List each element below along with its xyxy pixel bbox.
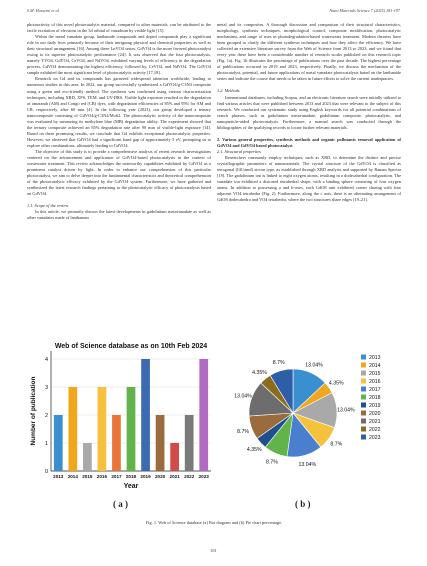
paragraph: The objective of this study is to provide a comprehensive analysis of recent research investigations centered on the advancement and application of GdVO4-based photocatalysts in the context of wastewater treatment. This review acknowledges the noteworthy capabilities exhibited by GdVO4 as a prominent catalyst driven by light. In order to enhance our comprehension of this particular photocatalyst, we aim to delve deeper into the fundamental characteristics and theoretical comprehension of the photocatalytic efficacy exhibited by the GdVO4 system. Furthermore, we have gathered and synthesized the latest research findings pertaining to the photocatalytic efficacy of photocatalysts based on GdVO4. — [27, 148, 211, 197]
pie-data-label: 8.7% — [237, 428, 249, 435]
x-tick-label: 2023 — [198, 474, 209, 479]
paragraph: International databases, including Scopus, and an electronic literature search were initially utilized to find various articles that were published between 2013 and 2023 that were relevant to the subject of this research. We conducted our systematic study using English keywords for all potential combinations of search phrases, such as gadolinium metavanadate, gadolinium composite, photocatalytic, and nanoparticle-aided photocatalysis. Furthermore, a manual search was conducted through the bibliographies of the qualifying records to locate further relevant materials. — [217, 94, 401, 130]
figure-label-a: ( a ) — [113, 499, 128, 509]
pie-data-label: 13.04% — [234, 393, 252, 400]
x-tick-label: 2018 — [125, 474, 137, 479]
page-number: 181 — [210, 548, 217, 553]
left-column — [27, 22, 211, 222]
x-axis-label: Year — [123, 483, 139, 490]
pie-data-label: 4.35% — [252, 369, 267, 376]
bar — [98, 387, 107, 471]
x-tick-label: 2019 — [140, 474, 151, 479]
legend-swatch — [361, 403, 366, 408]
bar — [170, 443, 179, 471]
section-heading-1-1: 1.1. Scope of the review — [27, 203, 69, 209]
bar — [127, 387, 136, 471]
bar — [54, 415, 63, 471]
paragraph: Researchers commonly employ techniques, such as XRD, to determine the distinct and precise crystallographic parameters of nanomaterials. The crystal structure of the GdVO4 is classified as tetragonal (I41/amd) zircon type, as established through XRD analysis and supported by Raman Spectra [19]. The gadolinium ion is linked to eight oxygen atoms, resulting in a dodecahedral configuration. The vanadate ion exhibited a distorted tetrahedral shape, with a binding sphere consisting of four oxygen atoms. In addition to possessing a and b-axes, each GdO8 unit exhibited corner sharing with four adjacent VO4 tetrahedra (Fig. 2). Furthermore, along the c axis, there is an alternating arrangement of GdO8 dodecahedra and VO4 tetrahedra, where the two structures share edges [19–21]. — [217, 154, 401, 203]
legend-swatch — [361, 387, 366, 392]
legend-swatch — [361, 371, 366, 376]
figure-1 — [27, 339, 401, 515]
paragraph: In this article, we primarily discuss the latest developments in gadolinium metavanadate as well as other vanadates made of lanthanum — [27, 209, 211, 221]
legend-swatch — [361, 411, 366, 416]
pie-data-label: 8.7% — [265, 459, 278, 466]
legend-swatch — [361, 363, 366, 368]
bar — [185, 415, 194, 471]
figure-caption: Fig. 1. Web of Science database (a) Bar diagram and (b) Pie chart percentage. — [145, 520, 283, 525]
legend-swatch — [361, 379, 366, 384]
chart-title: Web of Science database as on 10th Feb 2024 — [54, 343, 208, 350]
bar — [68, 387, 77, 471]
bar — [156, 415, 165, 471]
section-heading-2: 2. Various general properties, synthesis methods and organic pollutants removal application of GdVO4 and GdVO4 based photocatalyst — [217, 136, 401, 148]
legend-label: 2018 — [369, 395, 381, 401]
pie-data-label: 4.35% — [246, 447, 262, 454]
running-header-authors: S.M. Hosseini et al. — [27, 8, 60, 13]
x-tick-label: 2017 — [111, 474, 122, 479]
legend-label: 2015 — [369, 371, 381, 377]
pie-data-label: 8.7% — [272, 359, 285, 366]
legend-swatch — [361, 395, 366, 400]
bar-chart — [27, 339, 217, 499]
legend-label: 2020 — [369, 411, 381, 417]
legend-label: 2014 — [369, 363, 381, 369]
x-tick-label: 2016 — [96, 474, 108, 479]
legend-swatch — [361, 435, 366, 440]
paragraph: metal and its composites. A thorough discussion and comparison of their structural characteristics, morphology, synthesis techniques, morphological control, composite modification, photocatalytic mechanism, and range of uses in photodegradation-based wastewater treatment. Modern theories have been grouped to clarify the different synthesis techniques and how they affect the efficiency. We have collected an extensive literature survey from the Web of Science from 2013 to 2023, and we found that every year there have been a considerable number of research works published on this research topic (Fig. 1a). Fig. 1b illustrates the percentage of publications over the past decade. The highest percentage of publications occurred in 2019 and 2023, respectively. Finally, we discuss the mechanism of the photocatalyst, potential, and future applications of metal vanadate photocatalysts based on the lanthanide series and indicate the course that needs to be taken in future efforts to solve the current inadequacies. — [217, 22, 401, 82]
pie-data-label: 13.04% — [298, 462, 317, 469]
paragraph: Within the metal vanadate group, lanthanide compounds and doped compounds play a significant role in our daily lives primarily because of their intriguing physical and chemical properties as well as their structural arrangement [16]. Among these LnVO4 series, GdVO4 is the more favored photocatalyst owing to its superior photocatalytic performance [24]. It was observed that the four photocatalysts, namely YVO4, GdVO4, CeVO4, and NdVO4, exhibited varying levels of efficiency in the degradation process, GdVO4 demonstrating the highest efficiency, followed by, CeVO4, and NdVO4. The GdVO4 sample exhibited the most significant level of photocatalytic activity [17,18]. — [27, 34, 211, 76]
legend-label: 2017 — [369, 387, 381, 393]
y-axis-label: Number of publication — [30, 376, 37, 446]
x-tick-label: 2022 — [184, 474, 195, 479]
legend-label: 2016 — [369, 379, 381, 385]
y-tick-label: 0 — [44, 469, 48, 475]
paragraph: photoactivity of this novel photocatalytic material, compared to other materials, can be attributed to the facile excitation of electrons in the 3d orbital of vanadium by visible light [15]. — [27, 22, 211, 34]
legend-swatch — [361, 419, 366, 424]
legend-label: 2019 — [369, 403, 381, 409]
bar — [83, 443, 92, 471]
y-tick-label: 1 — [44, 441, 48, 447]
y-tick-label: 2 — [44, 413, 48, 419]
section-heading-1-2: 1.2. Methods — [217, 88, 240, 94]
legend-label: 2023 — [369, 435, 381, 441]
pie-data-label: 13.04% — [305, 362, 323, 369]
paragraph: Research on Gd and its compounds has garnered widespread attention worldwide, leading to numerous studies in this area. In 2022, our group successfully synthesized a GdVO4/g-C3N4 composite using a green and eco-friendly method. The synthesis was confirmed using various characterization techniques, including XRD, XPS, TEM, and UV-DRS. Visible light exposure resulted in the degradation of amaranth (AM) and Congo red (CR) dyes, with degradation efficiencies of 85% and 95% for AM and CR, respectively, after 60 min [4]. In the following year (2023), our group developed a ternary nanocomposite consisting of GdVO4/g-C3N4/MoS2. The photocatalytic activity of the nanocomposite was evaluated by measuring its methylene blue (MB) degradation ability. The experiment showed that the ternary composite achieved an 85% degradation rate after 90 min of visible-light exposure [14]. Based on these promising results, we conclude that Gd exhibits exceptional photocatalytic properties. However, we observed that GdVO4 had a significant band gap of approximately 5 eV, prompting us to explore other combinations, ultimately leading to GdVO4. — [27, 76, 211, 148]
pie-data-label: 4.35% — [328, 380, 344, 387]
x-tick-label: 2014 — [67, 474, 78, 479]
legend-swatch — [361, 427, 366, 432]
legend-swatch — [361, 355, 366, 360]
pie-data-label: 13.04% — [337, 407, 355, 414]
figure-label-b: ( b ) — [295, 499, 311, 509]
running-header-journal: Nano Materials Science 7 (2025) 181-197 — [329, 8, 400, 13]
legend-label: 2021 — [369, 419, 381, 425]
x-tick-label: 2021 — [169, 474, 180, 479]
legend-label: 2022 — [369, 427, 381, 433]
x-tick-label: 2020 — [154, 474, 166, 479]
section-heading-2-1: 2.1. Structural properties — [217, 148, 261, 154]
y-tick-label: 4 — [44, 357, 48, 363]
right-column — [217, 22, 401, 203]
pie-chart — [221, 339, 401, 499]
bar — [199, 359, 208, 471]
bar — [112, 415, 121, 471]
bar — [141, 359, 150, 471]
x-tick-label: 2015 — [82, 474, 93, 479]
legend-label: 2013 — [369, 355, 381, 361]
x-tick-label: 2013 — [53, 474, 64, 479]
pie-data-label: 8.7% — [330, 441, 343, 448]
y-tick-label: 3 — [44, 385, 48, 391]
